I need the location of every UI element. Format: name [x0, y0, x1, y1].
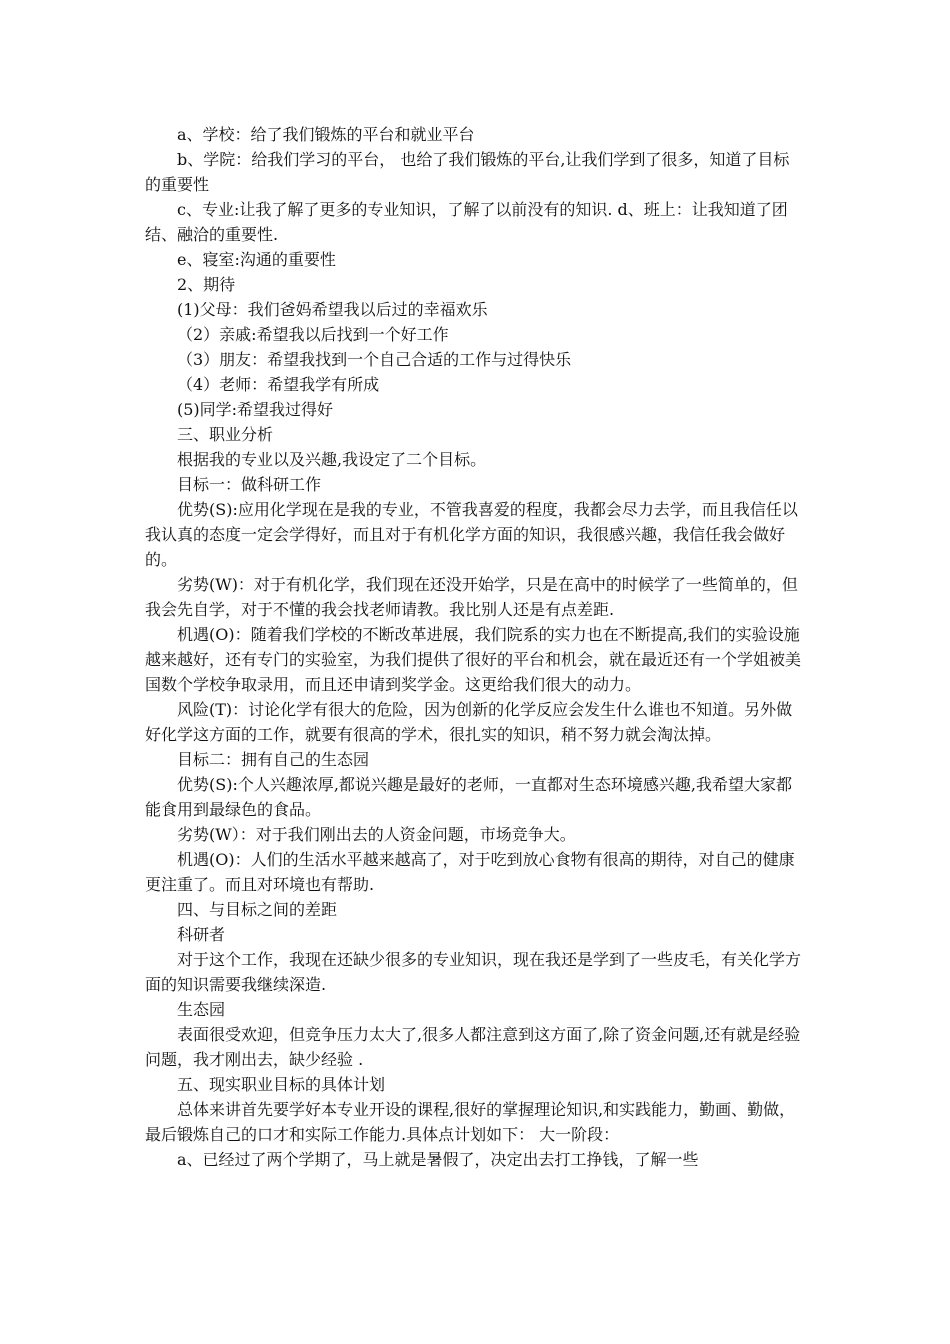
paragraph: (1)父母：我们爸妈希望我以后过的幸福欢乐 — [177, 300, 488, 319]
paragraph: a、学校：给了我们锻炼的平台和就业平台 — [177, 125, 475, 144]
paragraph: 风险(T)：讨论化学有很大的危险，因为创新的化学反应会发生什么谁也不知道。另外做好化学这方面的工作，就要有很高的学术，很扎实的知识，稍不努力就会淘汰掉。 — [145, 700, 793, 744]
subheading: 目标二：拥有自己的生态园 — [177, 750, 370, 769]
paragraph: （2）亲戚:希望我以后找到一个好工作 — [177, 325, 449, 344]
document-body — [145, 122, 805, 1172]
paragraph: 根据我的专业以及兴趣,我设定了二个目标。 — [177, 450, 487, 469]
paragraph: （4）老师：希望我学有所成 — [177, 375, 380, 394]
paragraph: 2、期待 — [177, 275, 236, 294]
subheading: 科研者 — [177, 925, 226, 944]
section-heading: 三、职业分析 — [177, 425, 274, 444]
subheading: 目标一：做科研工作 — [177, 475, 322, 494]
paragraph: 优势(S):应用化学现在是我的专业，不管我喜爱的程度，我都会尽力去学，而且我信任以我认真的态度一定会学得好，而且对于有机化学方面的知识，我很感兴趣，我信任我会做好的。 — [145, 500, 798, 569]
section-heading: 五、现实职业目标的具体计划 — [177, 1075, 386, 1094]
subheading: 生态园 — [177, 1000, 226, 1019]
paragraph: 劣势(W）：对于我们刚出去的人资金问题，市场竞争大。 — [177, 825, 576, 844]
section-heading: 四、与目标之间的差距 — [177, 900, 338, 919]
paragraph: 机遇(O)：随着我们学校的不断改革进展，我们院系的实力也在不断提高,我们的实验设施越来越好，还有专门的实验室，为我们提供了很好的平台和机会，就在最近还有一个学姐被美国数个学校争取录用，而且还申请到奖学金。这更给我们很大的动力。 — [145, 625, 802, 694]
paragraph: a、已经过了两个学期了，马上就是暑假了，决定出去打工挣钱，了解一些 — [177, 1150, 699, 1169]
paragraph: c、专业:让我了解了更多的专业知识，了解了以前没有的知识. d、班上：让我知道了团结、融洽的重要性. — [145, 200, 788, 244]
paragraph: （3）朋友：希望我找到一个自己合适的工作与过得快乐 — [177, 350, 572, 369]
paragraph: 优势(S):个人兴趣浓厚,都说兴趣是最好的老师，一直都对生态环境感兴趣,我希望大家都能食用到最绿色的食品。 — [145, 775, 793, 819]
paragraph: b、学院：给我们学习的平台， 也给了我们锻炼的平台,让我们学到了很多，知道了目标的重要性 — [145, 150, 790, 194]
paragraph: e、寝室:沟通的重要性 — [177, 250, 336, 269]
paragraph: (5)同学:希望我过得好 — [177, 400, 334, 419]
paragraph: 劣势(W)：对于有机化学，我们现在还没开始学，只是在高中的时候学了一些简单的，但我会先自学，对于不懂的我会找老师请教。我比别人还是有点差距. — [145, 575, 798, 619]
paragraph: 总体来讲首先要学好本专业开设的课程,很好的掌握理论知识,和实践能力，勤画、勤做，最后锻炼自己的口才和实际工作能力.具体点计划如下： 大一阶段： — [145, 1100, 796, 1144]
paragraph: 表面很受欢迎，但竞争压力太大了,很多人都注意到这方面了,除了资金问题,还有就是经验问题，我才刚出去，缺少经验 . — [145, 1025, 801, 1069]
paragraph: 对于这个工作，我现在还缺少很多的专业知识，现在我还是学到了一些皮毛，有关化学方面的知识需要我继续深造. — [145, 950, 802, 994]
paragraph: 机遇(O)：人们的生活水平越来越高了，对于吃到放心食物有很高的期待，对自己的健康更注重了。而且对环境也有帮助. — [145, 850, 795, 894]
